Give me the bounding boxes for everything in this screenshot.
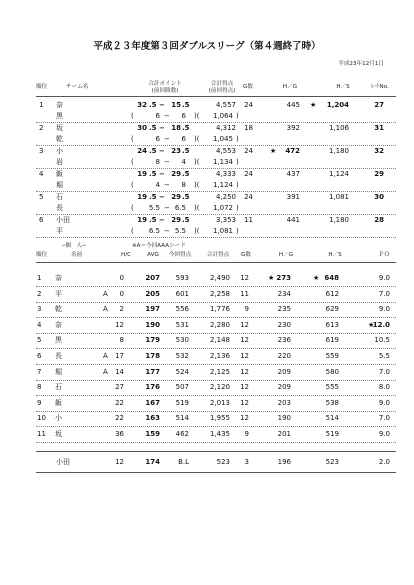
team-rank: 2 (39, 124, 44, 132)
team-player-2: 長 (56, 204, 63, 212)
team-hs: 1,180 (328, 147, 349, 155)
player-hc: 0 (119, 274, 124, 282)
player-po: 12.0 (372, 320, 390, 329)
team-player-1: 奈 (56, 101, 63, 109)
player-hc: 8 (119, 336, 124, 345)
team-hs: 1,204 (326, 101, 349, 109)
team-games: 18 (244, 124, 253, 132)
player-row-divider (36, 286, 396, 287)
player-po: 9.0 (378, 398, 390, 407)
player-avg: 178 (145, 352, 160, 360)
header-avg: AVG (147, 252, 159, 258)
team-row-divider (36, 214, 396, 215)
player-row-divider (36, 333, 396, 334)
player-name: 坂 (55, 430, 62, 438)
player-hs: 519 (325, 430, 339, 438)
team-points-lost: 29 (171, 170, 181, 178)
player-hc: 27 (115, 383, 124, 392)
team-hg: 445 (286, 101, 300, 109)
team-games: 24 (244, 101, 253, 109)
team-points-won: 24 (137, 147, 147, 155)
team-points-won: 30 (137, 124, 147, 132)
team-points-won: 32 (137, 101, 147, 109)
team-prev-won: 6.5 (148, 227, 160, 235)
team-points-sep: .5 − (149, 193, 165, 201)
player-games: 12 (240, 398, 249, 407)
player-seed-mark: A (103, 289, 108, 298)
team-rate: 31 (374, 124, 384, 132)
page-title: 平成２３年度第３回ダブルスリーグ（第４週終了時） (93, 41, 321, 52)
team-prev-lost: 6.5 (174, 204, 186, 212)
extra-player-hg: 196 (277, 458, 291, 466)
player-avg: 190 (145, 320, 160, 329)
team-points-won: 19 (137, 170, 147, 178)
team-hs: 1,124 (328, 170, 349, 178)
player-total-score: 1,435 (209, 430, 230, 438)
star-icon: ★ (268, 274, 275, 282)
team-points-half: .5 (182, 101, 190, 109)
player-hg: 236 (277, 336, 291, 345)
player-row-divider (36, 317, 396, 318)
player-hg: 220 (277, 352, 291, 360)
player-po: 10.5 (374, 336, 390, 345)
player-games: 12 (240, 352, 249, 360)
player-hs: 538 (325, 398, 339, 407)
player-po: 5.5 (378, 352, 390, 360)
header-hs: H／S (336, 84, 350, 90)
player-games: 12 (240, 383, 249, 392)
player-rank: 3 (37, 305, 42, 314)
player-hg: 190 (277, 414, 291, 423)
team-hs: 1,180 (328, 216, 349, 224)
player-games: 12 (240, 414, 249, 423)
player-rank: 8 (37, 383, 42, 392)
team-prev-total: 1,045 (212, 135, 233, 143)
report-date: 平成23年12月1日 (338, 61, 384, 67)
player-name: 長 (55, 352, 62, 360)
player-avg: 179 (145, 336, 160, 345)
player-po: 7.0 (378, 414, 390, 423)
player-games: 12 (240, 320, 249, 329)
team-prev-open: ( (131, 227, 134, 235)
team-header-divider (36, 96, 396, 97)
team-prev-sep: − (164, 158, 170, 166)
player-current-score: 462 (175, 430, 189, 438)
team-points-half: .5 (182, 147, 190, 155)
header-team: チーム名 (66, 84, 89, 90)
extra-divider-top (36, 451, 396, 452)
team-rate: 30 (374, 193, 384, 201)
team-prev-won: 8 (155, 158, 160, 166)
header-hs: H／S (328, 252, 342, 258)
player-games: 12 (240, 367, 249, 376)
extra-player-avg: 174 (145, 458, 160, 466)
player-hs: 514 (325, 414, 339, 423)
team-rank: 1 (39, 101, 44, 109)
team-prev-total-close: ) (236, 204, 239, 212)
extra-player-current: B.L (178, 458, 189, 466)
team-points-sep: .5 − (149, 216, 165, 224)
team-total: 4,250 (215, 193, 236, 201)
header-hg: H／G (278, 252, 294, 258)
team-prev-lost: 4 (181, 158, 186, 166)
team-prev-open: ( (131, 181, 134, 189)
player-hs: 612 (325, 289, 339, 298)
player-name: 奈 (55, 320, 62, 329)
team-row-divider (36, 237, 396, 238)
team-rank: 3 (39, 147, 44, 155)
player-rank: 7 (37, 367, 42, 376)
team-prev-sep: − (164, 181, 170, 189)
player-games: 9 (244, 430, 249, 438)
player-name: 小 (55, 414, 62, 423)
team-player-1: 小 (56, 147, 63, 155)
player-total-score: 2,280 (209, 320, 230, 329)
team-hg: 437 (286, 170, 300, 178)
player-avg: 163 (145, 414, 160, 423)
team-hg: 391 (286, 193, 300, 201)
player-hc: 22 (115, 398, 124, 407)
header-total: 合計得点 (210, 81, 234, 87)
team-rate: 29 (374, 170, 384, 178)
team-prev-total: 1,081 (212, 227, 233, 235)
individual-header-divider (36, 262, 396, 263)
team-prev-won: 4 (155, 181, 160, 189)
team-total: 3,353 (215, 216, 236, 224)
team-total: 4,333 (215, 170, 236, 178)
header-games: G数 (241, 252, 251, 258)
player-rank: 5 (37, 336, 42, 345)
player-avg: 197 (145, 305, 160, 314)
player-seed-mark: A (103, 352, 108, 360)
team-prev-open: ( (131, 158, 134, 166)
player-name: 石 (55, 383, 62, 392)
team-games: 24 (244, 193, 253, 201)
team-prev-open: ( (131, 204, 134, 212)
extra-player-po: 2.0 (378, 458, 390, 466)
player-hg: 209 (277, 367, 291, 376)
player-games: 9 (244, 305, 249, 314)
extra-player-total: 523 (216, 458, 230, 466)
header-games: G数 (243, 84, 253, 90)
player-row-divider (36, 395, 396, 396)
seed-note: ※A＝今回AAAシード (132, 243, 186, 249)
team-points-lost: 23 (171, 147, 181, 155)
player-current-score: 601 (175, 289, 189, 298)
player-po: 8.0 (378, 383, 390, 392)
player-hc: 12 (115, 320, 124, 329)
player-seed-mark: A (103, 305, 108, 314)
player-rank: 1 (37, 274, 42, 282)
player-name: 奈 (55, 274, 62, 282)
extra-player-hs: 523 (325, 458, 339, 466)
player-rank: 2 (37, 289, 42, 298)
player-current-score: 532 (175, 352, 189, 360)
player-rank: 10 (37, 414, 46, 423)
player-row-divider (36, 380, 396, 381)
team-hs: 1,106 (328, 124, 349, 132)
team-prev-lost: 8 (181, 181, 186, 189)
team-hs: 1,081 (328, 193, 349, 201)
team-player-2: 黒 (56, 112, 63, 120)
team-total: 4,557 (215, 101, 236, 109)
player-hg: 203 (277, 398, 291, 407)
header-hc: H/C (121, 252, 131, 258)
team-points-lost: 15 (171, 101, 181, 109)
player-avg: 205 (145, 289, 160, 298)
player-row-divider (36, 442, 396, 443)
team-rank: 4 (39, 170, 44, 178)
extra-divider-bottom (36, 472, 396, 473)
team-prev-total-close: ) (236, 135, 239, 143)
header-prev-score: (前回得点) (208, 88, 236, 94)
player-current-score: 519 (175, 398, 189, 407)
player-hs: 619 (325, 336, 339, 345)
team-hg: 472 (285, 147, 300, 155)
team-prev-lost: 6 (181, 135, 186, 143)
team-points-half: .5 (182, 170, 190, 178)
player-hc: 36 (115, 430, 124, 438)
team-prev-total-close: ) (236, 227, 239, 235)
player-row-divider (36, 302, 396, 303)
team-points-sep: .5 − (149, 170, 165, 178)
player-row-divider (36, 364, 396, 365)
player-rank: 9 (37, 398, 42, 407)
player-name: 乾 (55, 305, 62, 314)
player-hs: 559 (325, 352, 339, 360)
team-row-divider (36, 191, 396, 192)
player-hs: 555 (325, 383, 339, 392)
team-points-half: .5 (182, 193, 190, 201)
player-hg: 273 (276, 274, 291, 282)
player-rank: 6 (37, 352, 42, 360)
player-row-divider (36, 426, 396, 427)
player-hg: 234 (277, 289, 291, 298)
team-row-divider (36, 168, 396, 169)
team-prev-total: 1,072 (212, 204, 233, 212)
team-rate: 27 (374, 101, 384, 109)
team-prev-total: 1,124 (212, 181, 233, 189)
team-rate: 32 (374, 147, 384, 155)
player-current-score: 514 (175, 414, 189, 423)
team-row-divider (36, 122, 396, 123)
header-rank: 順位 (36, 84, 48, 90)
player-games: 12 (240, 336, 249, 345)
team-prev-total: 1,134 (212, 158, 233, 166)
player-hc: 0 (119, 289, 124, 298)
player-hg: 201 (277, 430, 291, 438)
player-total-score: 2,136 (209, 352, 230, 360)
team-prev-lost: 5.5 (174, 227, 186, 235)
player-rank: 4 (37, 320, 42, 329)
player-hc: 2 (119, 305, 124, 314)
player-total-score: 2,148 (209, 336, 230, 345)
team-prev-open: ( (131, 112, 134, 120)
team-player-1: 飯 (56, 170, 63, 178)
team-prev-total-close: ) (236, 112, 239, 120)
team-prev-close: )( (194, 204, 200, 212)
team-prev-sep: − (164, 112, 170, 120)
player-current-score: 556 (175, 305, 189, 314)
team-games: 11 (244, 216, 253, 224)
player-name: 飯 (55, 398, 62, 407)
team-total: 4,553 (215, 147, 236, 155)
player-hg: 230 (277, 320, 291, 329)
header-po: ＰＯ (378, 252, 390, 258)
team-player-2: 岩 (56, 158, 63, 166)
team-player-1: 坂 (56, 124, 63, 132)
extra-player-hc: 12 (115, 458, 124, 466)
player-avg: 177 (145, 367, 160, 376)
player-po: 9.0 (378, 305, 390, 314)
team-points-sep: .5 − (149, 124, 165, 132)
header-prev-wins: (前回勝数) (151, 88, 179, 94)
player-total-score: 1,955 (209, 414, 230, 423)
player-total-score: 2,013 (209, 398, 230, 407)
player-hc: 22 (115, 414, 124, 423)
team-points-half: .5 (182, 124, 190, 132)
player-current-score: 531 (175, 320, 189, 329)
individual-section-label: ─個 人─ (62, 243, 86, 249)
player-games: 11 (240, 289, 249, 298)
player-total-score: 2,125 (209, 367, 230, 376)
team-rank: 5 (39, 193, 44, 201)
player-hc: 14 (115, 367, 124, 376)
player-current-score: 524 (175, 367, 189, 376)
team-player-2: 平 (56, 227, 63, 235)
player-hs: 629 (325, 305, 339, 314)
team-prev-won: 6 (155, 112, 160, 120)
team-rank: 6 (39, 216, 44, 224)
team-hg: 441 (286, 216, 300, 224)
header-total-score: 合計得点 (206, 252, 230, 258)
player-current-score: 593 (175, 274, 189, 282)
player-total-score: 1,776 (209, 305, 230, 314)
header-current-score: 今回得点 (168, 252, 192, 258)
team-points-sep: .5 − (149, 101, 165, 109)
team-points-half: .5 (182, 216, 190, 224)
player-po: 9.0 (378, 430, 390, 438)
team-prev-open: ( (131, 135, 134, 143)
team-player-2: 堀 (56, 181, 63, 189)
header-points: 合計ポイント (148, 81, 182, 87)
player-current-score: 507 (175, 383, 189, 392)
team-prev-close: )( (194, 112, 200, 120)
player-avg: 159 (145, 430, 160, 438)
player-hg: 235 (277, 305, 291, 314)
player-avg: 207 (145, 274, 160, 282)
team-rate: 28 (374, 216, 384, 224)
team-prev-total-close: ) (236, 181, 239, 189)
player-rank: 11 (37, 430, 46, 438)
player-current-score: 530 (175, 336, 189, 345)
team-prev-won: 5.5 (148, 204, 160, 212)
extra-player-games: 3 (244, 458, 249, 466)
team-player-1: 石 (56, 193, 63, 201)
header-hg: H／G (282, 84, 298, 90)
player-po: 7.0 (378, 289, 390, 298)
player-row-divider (36, 411, 396, 412)
team-points-sep: .5 − (149, 147, 165, 155)
team-points-lost: 18 (171, 124, 181, 132)
team-games: 24 (244, 147, 253, 155)
player-hs: 648 (324, 274, 339, 282)
player-total-score: 2,258 (209, 289, 230, 298)
star-icon: ★ (270, 147, 277, 155)
player-hs: 613 (325, 320, 339, 329)
team-prev-close: )( (194, 158, 200, 166)
team-points-lost: 29 (171, 193, 181, 201)
team-prev-total-close: ) (236, 158, 239, 166)
star-icon: ★ (368, 320, 375, 329)
star-icon: ★ (310, 101, 317, 109)
player-name: 黒 (55, 336, 62, 345)
team-prev-sep: − (164, 135, 170, 143)
header-rank: 順位 (36, 252, 48, 258)
team-row-divider (36, 145, 396, 146)
player-hg: 209 (277, 383, 291, 392)
team-prev-sep: − (164, 227, 170, 235)
team-points-lost: 29 (171, 216, 181, 224)
player-name: 堀 (55, 367, 62, 376)
player-total-score: 2,120 (209, 383, 230, 392)
team-prev-close: )( (194, 135, 200, 143)
team-prev-won: 6 (155, 135, 160, 143)
team-prev-total: 1,064 (212, 112, 233, 120)
header-rate: ﾚｰﾄNo. (371, 84, 389, 90)
team-points-won: 19 (137, 216, 147, 224)
player-hs: 580 (325, 367, 339, 376)
team-prev-close: )( (194, 181, 200, 189)
player-games: 12 (240, 274, 249, 282)
header-name: 名前 (71, 252, 83, 258)
team-games: 24 (244, 170, 253, 178)
player-po: 9.0 (378, 274, 390, 282)
star-icon: ★ (313, 274, 320, 282)
team-total: 4,312 (215, 124, 236, 132)
team-prev-close: )( (194, 227, 200, 235)
team-points-won: 19 (137, 193, 147, 201)
player-row-divider (36, 348, 396, 349)
player-hc: 17 (115, 352, 124, 360)
extra-player-name: 小田 (56, 458, 70, 466)
team-player-1: 小田 (56, 216, 70, 224)
team-prev-sep: − (164, 204, 170, 212)
player-po: 7.0 (378, 367, 390, 376)
player-avg: 167 (145, 398, 160, 407)
player-total-score: 2,490 (209, 274, 230, 282)
player-avg: 176 (145, 383, 160, 392)
team-hg: 392 (286, 124, 300, 132)
player-name: 平 (55, 289, 62, 298)
player-seed-mark: A (103, 367, 108, 376)
team-prev-lost: 6 (181, 112, 186, 120)
team-player-2: 乾 (56, 135, 63, 143)
